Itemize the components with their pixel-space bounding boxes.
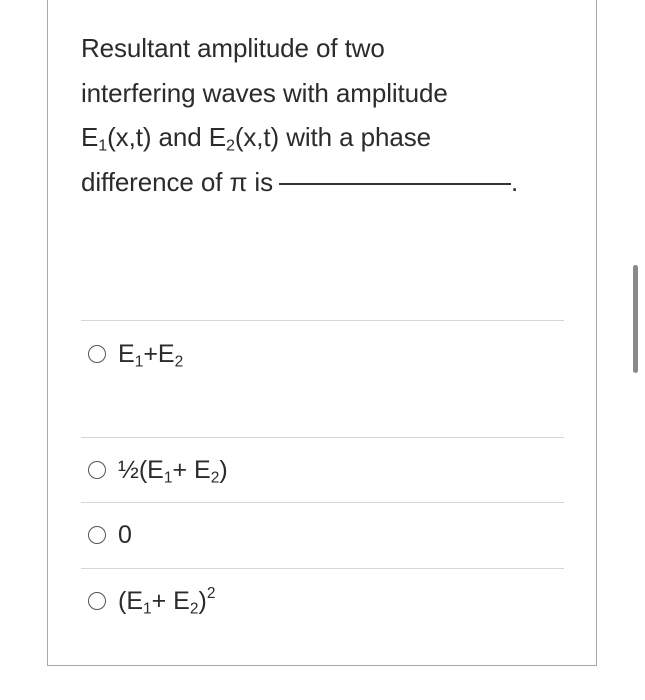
e1-subscript: 1 — [98, 136, 108, 155]
question-line-3-end: (x,t) with a phase — [234, 122, 431, 152]
radio-button-icon[interactable] — [88, 461, 106, 479]
option-1[interactable] — [88, 336, 183, 372]
question-line-4 — [81, 160, 561, 205]
option-1-label: $E_1+E_2$ — [118, 339, 184, 370]
radio-button-icon[interactable] — [88, 345, 106, 363]
option-4-label: $(E_1+ E_2)^2$ — [118, 584, 216, 617]
divider — [81, 320, 564, 321]
question-line-3 — [81, 115, 561, 160]
radio-button-icon[interactable] — [88, 592, 106, 610]
e2-subscript: 2 — [225, 136, 235, 155]
scrollbar[interactable] — [633, 265, 638, 373]
question-line-1: Resultant amplitude of two — [81, 33, 385, 63]
question-line-3-mid: (x,t) and E — [107, 122, 226, 152]
e1-symbol: E — [81, 122, 99, 152]
divider — [81, 568, 564, 569]
option-2[interactable] — [88, 452, 228, 488]
option-4[interactable] — [88, 583, 215, 619]
question-line-4-text: difference of π is — [81, 166, 273, 197]
divider — [81, 437, 564, 438]
option-3-label: 0 — [118, 520, 132, 549]
option-2-label: $\frac{1}{2}(E_1+ E_2)$ — [118, 455, 228, 486]
divider — [81, 502, 564, 503]
question-period: . — [510, 166, 519, 197]
option-3[interactable] — [88, 517, 132, 553]
question-text — [81, 26, 561, 204]
answer-blank — [279, 183, 511, 185]
radio-button-icon[interactable] — [88, 526, 106, 544]
question-line-2: interfering waves with amplitude — [81, 77, 448, 108]
